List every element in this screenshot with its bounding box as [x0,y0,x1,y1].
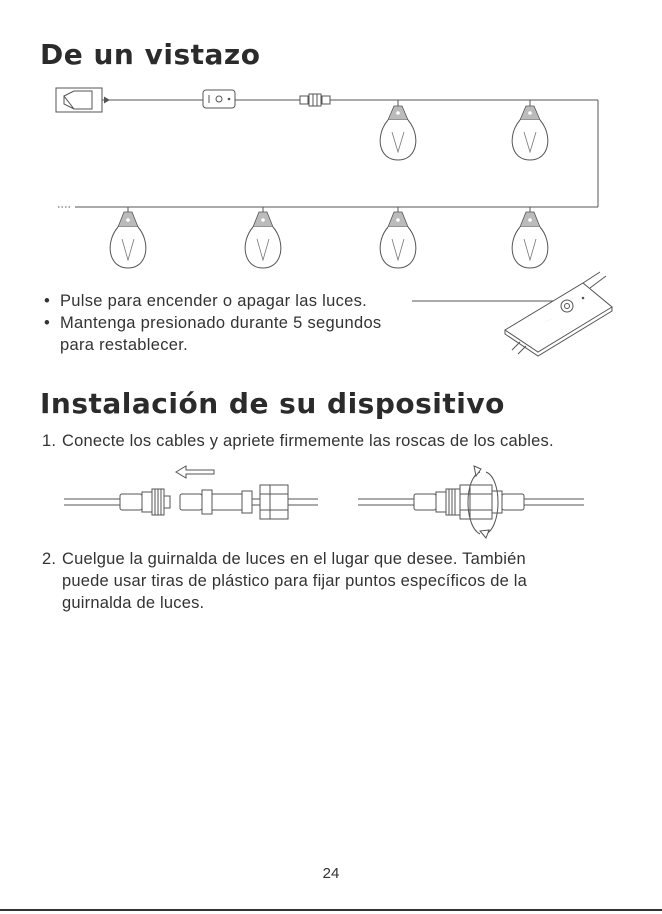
bullet-text: para restablecer. [60,336,189,354]
list-item: • Mantenga presionado durante 5 segundos [44,314,382,332]
step-text: Cuelgue la guirnalda de luces en el lugar que desee. También [62,550,526,568]
install-step-2 [42,548,632,614]
arrow-left-icon [176,466,214,478]
step-number: 1. [42,432,57,450]
page-number: 24 [322,865,340,882]
step-text: puede usar tiras de plástico para fijar puntos específicos de la [62,572,527,590]
rotate-icon [468,466,498,538]
step-number: 2. [42,550,57,568]
bullet-text: Pulse para encender o apagar las luces. [60,292,368,310]
section-title-overview: De un vistazo [40,38,261,71]
step-text: Conecte los cables y apriete firmemente las roscas de los cables. [62,432,554,450]
svg-text:· · ·: · · · [544,316,552,324]
section-title-installation: Instalación de su dispositivo [40,387,505,420]
footer-divider [0,909,662,911]
step-text: guirnalda de luces. [62,594,205,612]
bullet-text: Mantenga presionado durante 5 segundos [60,314,382,332]
list-item: • Pulse para encender o apagar las luces. [44,292,368,310]
